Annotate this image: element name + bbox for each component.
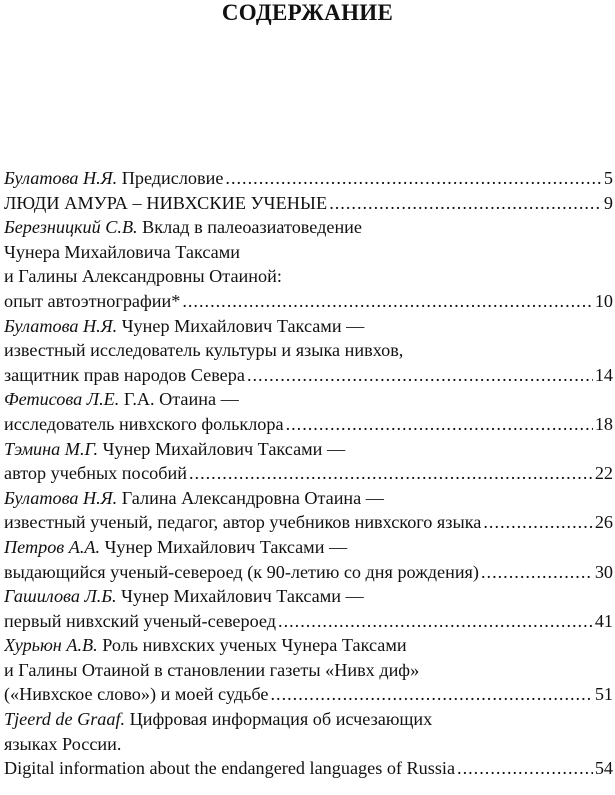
toc-author: Тэмина М.Г. [4,438,99,459]
toc-entry-line: и Галины Отаиной в становлении газеты «Нивх диф» [4,659,420,680]
toc-entry-line: известный ученый, педагог, автор учебников нивхского языка ..... 26 [4,510,613,535]
dot-leader [182,289,592,314]
toc-entry[interactable] [4,535,613,584]
toc-entry[interactable] [4,486,613,535]
dot-leader [278,609,593,634]
toc-page-number: 26 [594,512,613,533]
toc-entry-line [4,166,613,191]
toc-entry[interactable] [4,166,613,191]
dot-leader [329,191,602,216]
toc-entry-line: и Галины Александровны Отаиной: [4,266,282,287]
toc-entry-line: языках России. [4,733,122,754]
toc-title: Галина Александровна Отаина — [121,487,384,508]
toc-page-number: 18 [594,413,613,434]
toc-entry-line: автор учебных пособий ..... 22 [4,461,613,486]
toc-entry-line [4,191,613,216]
page-title: СОДЕРЖАНИЕ [221,0,394,25]
toc-author: Булатова Н.Я. [4,315,118,336]
toc-author: Петров А.А. [4,536,101,557]
toc-title: Цифровая информация об исчезающих [129,709,433,730]
dot-leader [481,560,593,585]
toc-entry-line: Digital information about the endangered languages of Russia ..... 54 [4,756,613,781]
toc-title: Чунер Михайлович Таксами — [121,315,365,336]
toc-entry-line: выдающийся ученый-североед (к 90-летию со дня рождения) ..... 30 [4,560,613,585]
dot-leader [247,363,593,388]
toc-page-number: 30 [594,561,613,582]
toc-author: Гашилова Л.Б. [4,586,117,607]
toc-entry[interactable] [4,437,613,486]
toc-title: Чунер Михайлович Таксами — [104,536,348,557]
toc-entry[interactable] [4,387,613,436]
toc-page-number: 54 [594,758,613,779]
toc-title: Предисловие [121,168,224,188]
toc-entry-line [4,584,613,609]
toc-page-number: 5 [603,168,613,188]
toc-entry-line [4,633,613,658]
toc-entry-line: известный исследователь культуры и языка нивхов, [4,340,404,361]
toc-page-number: 51 [594,684,613,705]
toc-entry[interactable] [4,191,613,216]
toc-author: Хурьюн А.В. [4,635,98,656]
dot-leader [286,412,593,437]
toc-author: Булатова Н.Я. [4,487,118,508]
toc-title: Чунер Михайлович Таксами — [102,438,346,459]
toc-page-number: 14 [594,364,613,385]
toc-entry[interactable] [4,215,613,313]
toc-entry-line: Чунера Михайловича Таксами [4,241,240,262]
toc-entry-line [4,215,613,240]
dot-leader [483,510,592,535]
toc-entry[interactable] [4,314,613,388]
toc-title: Вклад в палеоазиатоведение [142,217,362,238]
toc-entry-line [4,535,613,560]
toc-page-number: 9 [603,192,613,213]
toc-author: Березницкий С.В. [4,217,138,238]
toc-entry-line: опыт автоэтнографии* ..... 10 [4,289,613,314]
toc-entry-line [4,387,613,412]
table-of-contents [4,166,613,781]
toc-entry-line: первый нивхский ученый-североед ..... 41 [4,609,613,634]
toc-entry[interactable] [4,707,613,781]
toc-entry-line: («Нивхское слово») и моей судьбе ..... 51 [4,682,613,707]
toc-entry-line [4,437,613,462]
toc-title: Чунер Михайлович Таксами — [121,586,364,607]
toc-author: Булатова Н.Я. [4,168,118,188]
toc-page-number: 41 [594,610,613,631]
toc-author: Tjeerd de Graaf. [4,709,126,730]
toc-entry-line: исследователь нивхского фольклора ..... 18 [4,412,613,437]
toc-entry-line [4,314,613,339]
toc-entry[interactable] [4,584,613,633]
dot-leader [457,756,593,781]
toc-entry-line [4,707,613,732]
toc-page-number: 10 [594,290,613,311]
toc-entry[interactable] [4,633,613,707]
dot-leader [189,461,593,486]
toc-author: Фетисова Л.Е. [4,389,120,410]
toc-page-number: 22 [594,463,613,484]
toc-title: Г.А. Отаина — [123,389,239,410]
toc-entry-line [4,486,613,511]
toc-title: Роль нивхских ученых Чунера Таксами [102,635,407,656]
toc-entry-line: защитник прав народов Севера ..... 14 [4,363,613,388]
dot-leader [225,166,602,191]
toc-section-title: ЛЮДИ АМУРА – НИВХСКИЕ УЧЕНЫЕ [4,192,328,213]
dot-leader [270,682,592,707]
